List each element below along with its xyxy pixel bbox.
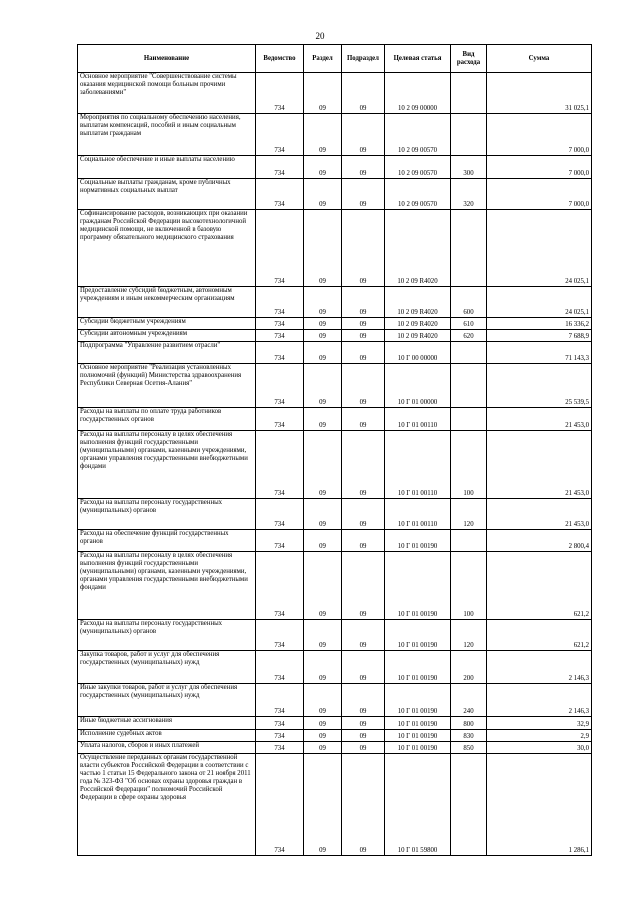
cell-name: Расходы на выплаты персоналу в целях обеспечения выполнения функций государственными (муниципальными) органами, казенными учреждениями, органами управления государственными внебюджетными фондами [78,431,256,499]
cell-name: Расходы на выплаты персоналу в целях обеспечения выполнения функций государственными (муниципальными) органами, казенными учреждениями, органами управления государственными внебюджетными фондами [78,552,256,620]
cell-name: Иные бюджетные ассигнования [78,717,256,730]
cell-expense-type [451,364,487,408]
cell-target: 10 Г 01 00190 [385,717,451,730]
cell-dept: 734 [256,620,304,651]
cell-section: 09 [304,73,342,114]
cell-dept: 734 [256,408,304,431]
cell-subsection: 09 [342,114,385,156]
cell-target: 10 Г 01 00190 [385,742,451,754]
cell-expense-type: 850 [451,742,487,754]
cell-target: 10 Г 01 00110 [385,499,451,530]
cell-target: 10 Г 01 00110 [385,408,451,431]
cell-section: 09 [304,408,342,431]
cell-expense-type [451,114,487,156]
cell-expense-type: 120 [451,620,487,651]
cell-target: 10 Г 01 00190 [385,620,451,651]
cell-amount: 7 000,0 [487,179,592,210]
cell-name: Софинансирование расходов, возникающих при оказании гражданам Российской Федерации высокотехнологичной медицинской помощи, не включенной в базовую программу обязательного медицинского страхования [78,210,256,287]
cell-dept: 734 [256,499,304,530]
cell-subsection: 09 [342,499,385,530]
table-row [78,179,592,210]
cell-section: 09 [304,210,342,287]
header-dept: Ведомство [256,45,304,73]
cell-name: Предоставление субсидий бюджетным, автономным учреждениям и иным некоммерческим организациям [78,287,256,318]
table-body [78,73,592,856]
cell-subsection: 09 [342,431,385,499]
header-expense-type: Вид расхода [451,45,487,73]
cell-name: Закупка товаров, работ и услуг для обеспечения государственных (муниципальных) нужд [78,651,256,684]
table-row [78,717,592,730]
cell-expense-type [451,342,487,364]
cell-dept: 734 [256,156,304,179]
cell-subsection: 09 [342,651,385,684]
cell-subsection: 09 [342,730,385,742]
cell-dept: 734 [256,431,304,499]
cell-target: 10 2 09 R4020 [385,287,451,318]
cell-subsection: 09 [342,717,385,730]
table-row [78,684,592,717]
cell-section: 09 [304,330,342,342]
table-row [78,742,592,754]
header-name: Наименование [78,45,256,73]
table-row [78,342,592,364]
cell-expense-type: 300 [451,156,487,179]
cell-dept: 734 [256,364,304,408]
cell-name: Расходы на обеспечение функций государственных органов [78,530,256,552]
cell-dept: 734 [256,742,304,754]
cell-dept: 734 [256,318,304,330]
cell-subsection: 09 [342,754,385,856]
cell-amount: 24 025,1 [487,210,592,287]
cell-dept: 734 [256,754,304,856]
cell-subsection: 09 [342,408,385,431]
header-amount: Сумма [487,45,592,73]
cell-expense-type: 100 [451,431,487,499]
header-subsection: Подраздел [342,45,385,73]
table-row [78,318,592,330]
cell-name: Осуществление переданных органам государственной власти субъектов Российской Федерации в соответствии с частью 1 статьи 15 Федерального закона от 21 ноября 2011 года № 323-ФЗ "Об основах охраны здоровья граждан в Российской Федерации" полномочий Российской Федерации в сфере охраны здоровья [78,754,256,856]
cell-name: Иные закупки товаров, работ и услуг для обеспечения государственных (муниципальных) нужд [78,684,256,717]
cell-amount: 621,2 [487,620,592,651]
cell-expense-type: 120 [451,499,487,530]
table-row [78,530,592,552]
cell-amount: 2,9 [487,730,592,742]
cell-amount: 21 453,0 [487,499,592,530]
cell-subsection: 09 [342,530,385,552]
cell-dept: 734 [256,552,304,620]
table-row [78,364,592,408]
cell-dept: 734 [256,330,304,342]
cell-subsection: 09 [342,287,385,318]
cell-dept: 734 [256,651,304,684]
cell-target: 10 2 09 R4020 [385,330,451,342]
cell-amount: 25 539,5 [487,364,592,408]
table-row [78,408,592,431]
cell-subsection: 09 [342,318,385,330]
cell-section: 09 [304,342,342,364]
cell-subsection: 09 [342,156,385,179]
cell-expense-type: 800 [451,717,487,730]
cell-subsection: 09 [342,179,385,210]
cell-section: 09 [304,431,342,499]
cell-dept: 734 [256,73,304,114]
table-row [78,651,592,684]
cell-subsection: 09 [342,73,385,114]
cell-dept: 734 [256,287,304,318]
cell-expense-type [451,530,487,552]
cell-amount: 2 146,3 [487,684,592,717]
cell-section: 09 [304,364,342,408]
cell-name: Расходы на выплаты персоналу государственных (муниципальных) органов [78,620,256,651]
cell-subsection: 09 [342,330,385,342]
table-row [78,156,592,179]
cell-subsection: 09 [342,342,385,364]
cell-amount: 71 143,3 [487,342,592,364]
cell-amount: 21 453,0 [487,408,592,431]
cell-expense-type: 100 [451,552,487,620]
cell-name: Мероприятия по социальному обеспечению населения, выплатам компенсаций, пособий и иным социальным выплатам гражданам [78,114,256,156]
cell-section: 09 [304,499,342,530]
cell-target: 10 Г 01 00190 [385,651,451,684]
cell-amount: 621,2 [487,552,592,620]
cell-amount: 24 025,1 [487,287,592,318]
cell-dept: 734 [256,730,304,742]
cell-subsection: 09 [342,684,385,717]
cell-subsection: 09 [342,742,385,754]
cell-section: 09 [304,742,342,754]
cell-section: 09 [304,620,342,651]
cell-expense-type: 610 [451,318,487,330]
cell-amount: 2 800,4 [487,530,592,552]
table-header-row [78,45,592,73]
table-row [78,754,592,856]
header-target: Целевая статья [385,45,451,73]
cell-section: 09 [304,318,342,330]
cell-dept: 734 [256,210,304,287]
cell-dept: 734 [256,684,304,717]
cell-amount: 31 025,1 [487,73,592,114]
cell-dept: 734 [256,717,304,730]
cell-section: 09 [304,651,342,684]
cell-amount: 30,0 [487,742,592,754]
table-row [78,287,592,318]
cell-target: 10 2 09 00570 [385,179,451,210]
table-row [78,552,592,620]
cell-amount: 16 336,2 [487,318,592,330]
cell-section: 09 [304,287,342,318]
cell-target: 10 Г 01 00110 [385,431,451,499]
header-section: Раздел [304,45,342,73]
cell-target: 10 Г 00 00000 [385,342,451,364]
cell-target: 10 2 09 00000 [385,73,451,114]
cell-expense-type: 830 [451,730,487,742]
cell-section: 09 [304,156,342,179]
cell-name: Расходы на выплаты персоналу государственных (муниципальных) органов [78,499,256,530]
cell-target: 10 Г 01 00190 [385,730,451,742]
table-row [78,330,592,342]
cell-name: Уплата налогов, сборов и иных платежей [78,742,256,754]
cell-name: Субсидии бюджетным учреждениям [78,318,256,330]
cell-section: 09 [304,552,342,620]
cell-section: 09 [304,179,342,210]
cell-expense-type: 600 [451,287,487,318]
cell-expense-type: 240 [451,684,487,717]
cell-subsection: 09 [342,210,385,287]
table-row [78,730,592,742]
cell-target: 10 Г 01 00190 [385,684,451,717]
cell-expense-type: 200 [451,651,487,684]
budget-table [77,44,592,856]
cell-amount: 2 146,3 [487,651,592,684]
cell-expense-type: 320 [451,179,487,210]
cell-target: 10 2 09 00570 [385,114,451,156]
cell-name: Основное мероприятие "Реализация установленных полномочий (функций) Министерства здравоохранения Республики Северная Осетия-Алания" [78,364,256,408]
cell-target: 10 Г 01 00000 [385,364,451,408]
table-row [78,210,592,287]
cell-amount: 7 688,9 [487,330,592,342]
cell-name: Социальное обеспечение и иные выплаты населению [78,156,256,179]
page-number: 20 [315,31,325,41]
cell-amount: 7 000,0 [487,156,592,179]
cell-name: Исполнение судебных актов [78,730,256,742]
cell-dept: 734 [256,114,304,156]
cell-target: 10 2 09 00570 [385,156,451,179]
cell-section: 09 [304,730,342,742]
cell-name: Расходы на выплаты по оплате труда работников государственных органов [78,408,256,431]
cell-section: 09 [304,754,342,856]
table-row [78,499,592,530]
cell-subsection: 09 [342,552,385,620]
cell-target: 10 Г 01 00190 [385,552,451,620]
cell-expense-type [451,408,487,431]
cell-dept: 734 [256,179,304,210]
cell-name: Подпрограмма "Управление развитием отрасли" [78,342,256,364]
table-row [78,73,592,114]
cell-section: 09 [304,114,342,156]
cell-expense-type [451,754,487,856]
table-row [78,114,592,156]
cell-target: 10 Г 01 59800 [385,754,451,856]
cell-amount: 1 286,1 [487,754,592,856]
cell-name: Основное мероприятие "Совершенствование системы оказания медицинской помощи больным прочими заболеваниями" [78,73,256,114]
cell-target: 10 2 09 R4020 [385,318,451,330]
cell-subsection: 09 [342,364,385,408]
cell-expense-type [451,73,487,114]
table-row [78,620,592,651]
cell-amount: 32,9 [487,717,592,730]
cell-section: 09 [304,717,342,730]
cell-section: 09 [304,684,342,717]
cell-target: 10 2 09 R4020 [385,210,451,287]
cell-dept: 734 [256,342,304,364]
cell-amount: 7 000,0 [487,114,592,156]
table-row [78,431,592,499]
cell-section: 09 [304,530,342,552]
cell-name: Социальные выплаты гражданам, кроме публичных нормативных социальных выплат [78,179,256,210]
cell-expense-type [451,210,487,287]
cell-dept: 734 [256,530,304,552]
cell-subsection: 09 [342,620,385,651]
cell-target: 10 Г 01 00190 [385,530,451,552]
cell-expense-type: 620 [451,330,487,342]
cell-name: Субсидии автономным учреждениям [78,330,256,342]
cell-amount: 21 453,0 [487,431,592,499]
